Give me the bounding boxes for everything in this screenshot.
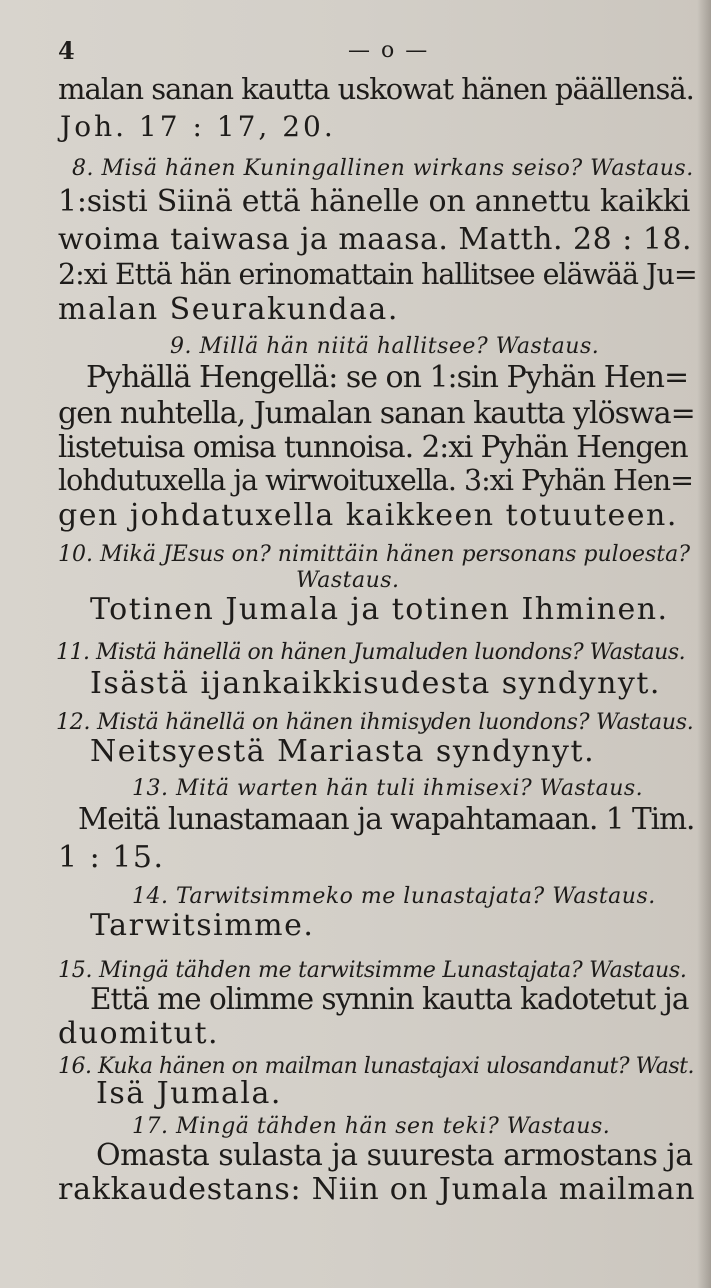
text-line: 1 : 15.	[58, 840, 165, 875]
text-line: 1:sisti Siinä että hänelle on annettu kaikki	[58, 184, 691, 219]
text-line: Isä Jumala.	[96, 1076, 282, 1111]
text-line: Totinen Jumala ja totinen Ihminen.	[90, 592, 669, 627]
question-line: 15. Mingä tähden me tarwitsimme Lunastajata? Wastaus.	[58, 958, 687, 983]
text-line: woima taiwasa ja maasa. Matth. 28 : 18.	[58, 222, 693, 257]
text-line: 2:xi Että hän erinomattain hallitsee eläwää Ju=	[58, 258, 697, 291]
text-line: rakkaudestans: Niin on Jumala mailman	[58, 1172, 696, 1207]
text-line: Tarwitsimme.	[90, 908, 315, 943]
text-line: Omasta sulasta ja suuresta armostans ja	[96, 1138, 693, 1173]
question-line: 17. Mingä tähden hän sen teki? Wastaus.	[132, 1114, 611, 1139]
text-line: duomitut.	[58, 1016, 220, 1051]
text-line: Neitsyestä Mariasta syndynyt.	[90, 734, 596, 769]
text-line: gen johdatuxella kaikkeen totuuteen.	[58, 498, 678, 533]
page-header	[58, 36, 679, 66]
folio-ornament: — o —	[348, 38, 430, 63]
text-line: listetuisa omisa tunnoisa. 2:xi Pyhän Hengen	[58, 430, 688, 464]
text-line: malan sanan kautta uskowat hänen päällensä.	[58, 72, 694, 106]
text-line: Pyhällä Hengellä: se on 1:sin Pyhän Hen=	[86, 360, 689, 395]
text-line: lohdutuxella ja wirwoituxella. 3:xi Pyhän Hen=	[58, 464, 694, 497]
question-line: 14. Tarwitsimmeko me lunastajata? Wastaus.	[132, 884, 656, 909]
page-number: 4	[58, 36, 75, 65]
question-line: Wastaus.	[296, 568, 400, 593]
text-line: Joh. 17 : 17, 20.	[60, 110, 336, 143]
text-line: Meitä lunastamaan ja wapahtamaan. 1 Tim.	[78, 802, 695, 836]
question-line: 13. Mitä warten hän tuli ihmisexi? Wastaus.	[132, 776, 644, 801]
question-line: 10. Mikä JEsus on? nimittäin hänen personans puloesta?	[58, 542, 691, 567]
text-line: gen nuhtella, Jumalan sanan kautta ylöswa=	[58, 396, 695, 431]
text-line: Että me olimme synnin kautta kadotetut ja	[90, 982, 689, 1016]
question-line: 11. Mistä hänellä on hänen Jumaluden luondons? Wastaus.	[56, 640, 686, 665]
question-line: 9. Millä hän niitä hallitsee? Wastaus.	[170, 334, 600, 359]
question-line: 16. Kuka hänen on mailman lunastajaxi ulosandanut? Wast.	[58, 1054, 695, 1079]
text-line: malan Seurakundaa.	[58, 292, 399, 327]
question-line: 8. Misä hänen Kuningallinen wirkans seiso? Wastaus.	[72, 156, 694, 181]
question-line: 12. Mistä hänellä on hänen ihmisyden luondons? Wastaus.	[56, 710, 694, 735]
text-line: Isästä ijankaikkisudesta syndynyt.	[90, 666, 661, 701]
page-gutter-shadow	[697, 0, 711, 1288]
